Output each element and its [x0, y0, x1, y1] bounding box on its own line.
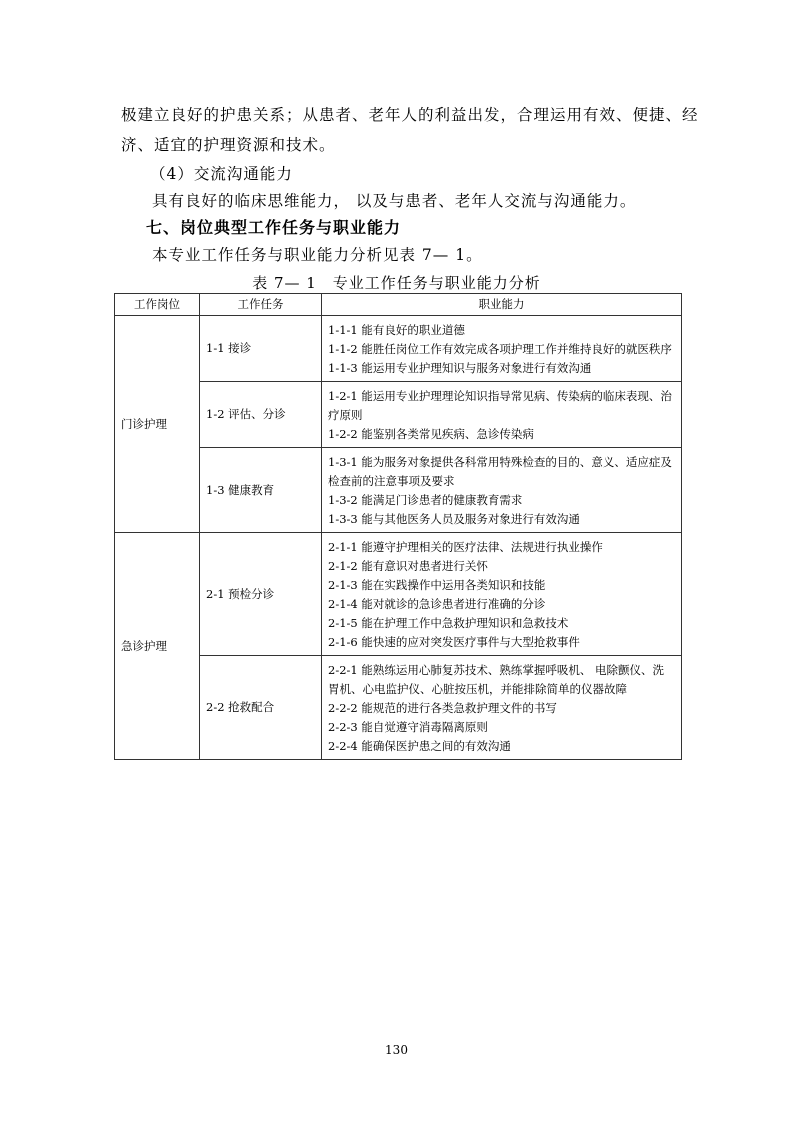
body-text-line: 本专业工作任务与职业能力分析见表 7— 1。 — [152, 246, 483, 264]
task-cell: 1-2 评估、分诊 — [200, 382, 322, 448]
position-cell: 急诊护理 — [115, 533, 200, 760]
ability-item: 1-1-3 能运用专业护理知识与服务对象进行有效沟通 — [328, 361, 592, 375]
body-text-line: 极建立良好的护患关系；从患者、老年人的利益出发，合理运用有效、便捷、经 — [121, 106, 699, 124]
ability-item: 2-1-3 能在实践操作中运用各类知识和技能 — [328, 578, 546, 592]
task-cell: 1-1 接诊 — [200, 316, 322, 382]
ability-item: 2-2-1 能熟练运用心肺复苏技术、熟练掌握呼吸机、 电除颤仪、洗胃机、心电监护仪、心脏按压机，并能排除简单的仪器故障 — [328, 663, 665, 696]
page-number: 130 — [385, 1043, 408, 1057]
task-cell: 2-2 抢救配合 — [200, 656, 322, 760]
ability-item: 2-2-2 能规范的进行各类急救护理文件的书写 — [328, 701, 557, 715]
task-cell: 1-3 健康教育 — [200, 448, 322, 533]
ability-cell — [322, 448, 682, 533]
ability-item: 1-1-2 能胜任岗位工作有效完成各项护理工作并维持良好的就医秩序 — [328, 342, 672, 356]
ability-item: 1-2-1 能运用专业护理理论知识指导常见病、传染病的临床表现、治疗原则 — [328, 389, 672, 422]
task-cell: 2-1 预检分诊 — [200, 533, 322, 656]
ability-item: 1-3-1 能为服务对象提供各科常用特殊检查的目的、意义、适应症及检查前的注意事项及要求 — [328, 455, 672, 488]
body-text-line: 具有良好的临床思维能力， 以及与患者、老年人交流与沟通能力。 — [152, 192, 637, 210]
ability-item: 2-1-4 能对就诊的急诊患者进行准确的分诊 — [328, 597, 546, 611]
ability-item: 2-1-6 能快速的应对突发医疗事件与大型抢救事件 — [328, 635, 580, 649]
ability-cell — [322, 382, 682, 448]
ability-item: 1-1-1 能有良好的职业道德 — [328, 323, 465, 337]
header-ability: 职业能力 — [322, 294, 682, 316]
ability-item: 1-2-2 能鉴别各类常见疾病、急诊传染病 — [328, 427, 534, 441]
table-row — [115, 316, 682, 382]
body-text-line: 济、适宜的护理资源和技术。 — [121, 136, 336, 154]
ability-cell — [322, 316, 682, 382]
header-position: 工作岗位 — [115, 294, 200, 316]
ability-item: 2-1-2 能有意识对患者进行关怀 — [328, 559, 488, 573]
table-row — [115, 448, 682, 533]
subheading: （4）交流沟通能力 — [150, 165, 293, 183]
ability-cell — [322, 656, 682, 760]
ability-item: 2-2-3 能自觉遵守消毒隔离原则 — [328, 720, 488, 734]
ability-cell — [322, 533, 682, 656]
ability-item: 2-1-5 能在护理工作中急救护理知识和急救技术 — [328, 616, 569, 630]
table-row — [115, 382, 682, 448]
position-cell: 门诊护理 — [115, 316, 200, 533]
ability-item: 2-2-4 能确保医护患之间的有效沟通 — [328, 739, 511, 753]
ability-item: 2-1-1 能遵守护理相关的医疗法律、法规进行执业操作 — [328, 540, 603, 554]
table-header-row — [115, 294, 682, 316]
ability-item: 1-3-2 能满足门诊患者的健康教育需求 — [328, 493, 523, 507]
section-heading: 七、岗位典型工作任务与职业能力 — [146, 218, 402, 237]
table-row — [115, 656, 682, 760]
header-task: 工作任务 — [200, 294, 322, 316]
ability-item: 1-3-3 能与其他医务人员及服务对象进行有效沟通 — [328, 512, 580, 526]
table-row — [115, 533, 682, 656]
ability-table — [114, 293, 682, 760]
table-caption: 表 7— 1 专业工作任务与职业能力分析 — [252, 274, 541, 292]
